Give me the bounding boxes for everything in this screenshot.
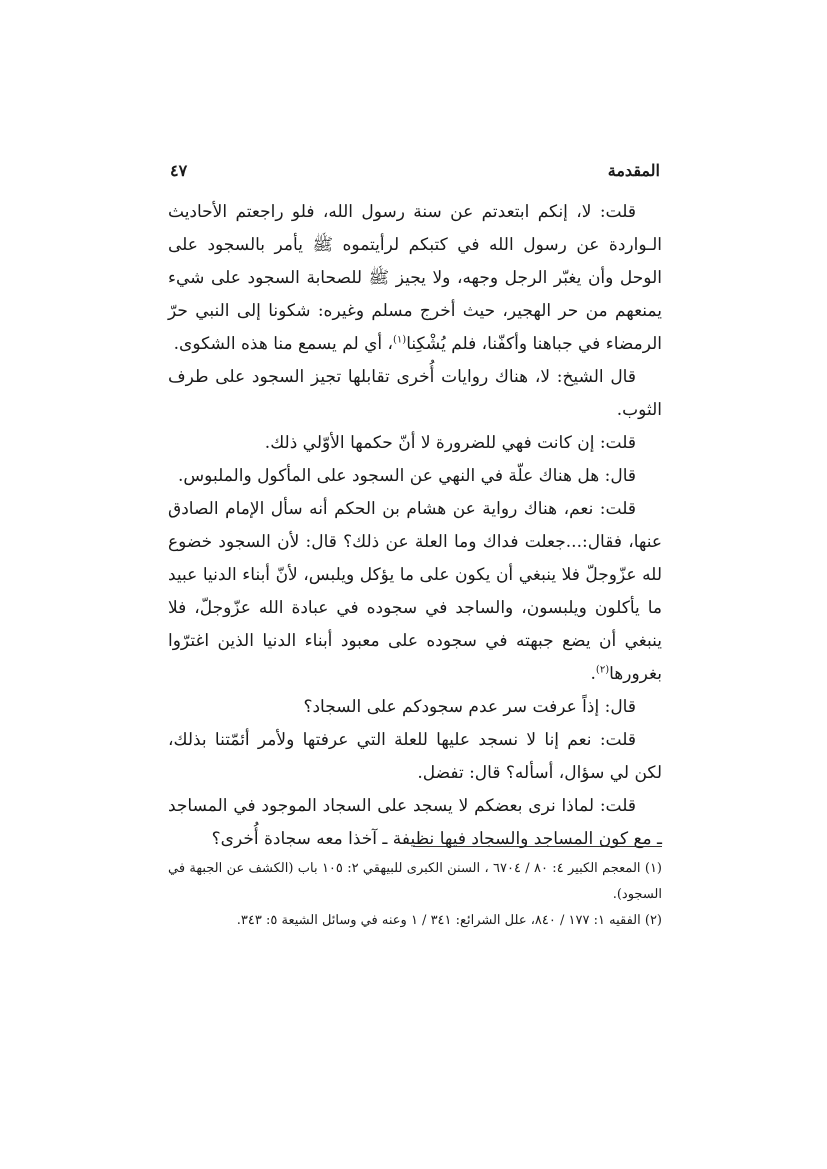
paragraph: قلت: إن كانت فهي للضرورة لا أنّ حكمها الأوّلي ذلك. (264, 433, 636, 453)
paragraph: قلت: نعم، هناك رواية عن هشام بن الحكم أنه سأل الإمام الصادق عنها، فقال:...جعلت فداك وما العلة عن ذلك؟ قال: لأن السجود خضوع لله عزّوجلّ فلا ينبغي أن يكون على ما يؤكل ويلبس، لأنّ أبناء الدنيا عبيد ما يأكلون ويلبسون، والساجد في سجوده في عبادة الله عزّوجلّ، فلا ينبغي أن يضع جبهته في سجوده على معبود أبناء الدنيا الذين اغترّوا بغرورها$^{(٢)}$. (168, 499, 662, 684)
page-number: ٤٧ (170, 160, 188, 180)
paragraph: قال الشيخ: لا، هناك روايات أُخرى تقابلها تجيز السجود على طرف الثوب. (168, 367, 662, 420)
footnote-reference[interactable]: (١) (393, 334, 407, 346)
paragraph: قلت: لا، إنكم ابتعدتم عن سنة رسول الله، فلو راجعتم الأحاديث الـواردة عن رسول الله في كتبكم لرأيتموه ﷺ يأمر بالسجود على الوحل وأن يغبّر الرجل وجهه، ولا يجيز ﷺ للصحابة السجود على شيء يمنعهم من حر الهجير، حيث أخرج مسلم وغيره: شكونا إلى النبي حرّ الرمضاء في جباهنا وأكفّنا، فلم يُشْكِنا$^{(١)}$، أي لم يسمع منا هذه الشكوى. (168, 202, 662, 354)
running-head (170, 152, 660, 188)
footnote-separator (413, 846, 662, 847)
footnote: (٢) الفقيه ١: ١٧٧ / ٨٤٠، علل الشرائع: ٣٤١ / ١ وعنه في وسائل الشيعة ٥: ٣٤٣. (236, 913, 662, 928)
footnote: (١) المعجم الكبير ٤: ٨٠ / ٦٧٠٤ ، السنن الكبرى للبيهقي ٢: ١٠٥ باب (الكشف عن الجبهة في السجود). (168, 861, 662, 902)
footnote-reference[interactable]: (٢) (595, 664, 610, 676)
footnotes (168, 856, 662, 934)
main-text (168, 196, 662, 856)
paragraph: قال: هل هناك علّة في النهي عن السجود على المأكول والملبوس. (178, 466, 636, 486)
chapter-title: المقدمة (607, 160, 660, 180)
paragraph: قال: إذاً عرفت سر عدم سجودكم على السجاد؟ (303, 697, 636, 717)
paragraph: قلت: نعم إنا لا نسجد عليها للعلة التي عرفتها ولأمر أئمّتنا بذلك، لكن لي سؤال، أسأله؟ قال: تفضل. (168, 730, 662, 783)
paragraph: قلت: لماذا نرى بعضكم لا يسجد على السجاد الموجود في المساجد ـ مع كون المساجد والسجاد فيها نظيفة ـ آخذا معه سجادة أُخرى؟ (168, 796, 662, 849)
